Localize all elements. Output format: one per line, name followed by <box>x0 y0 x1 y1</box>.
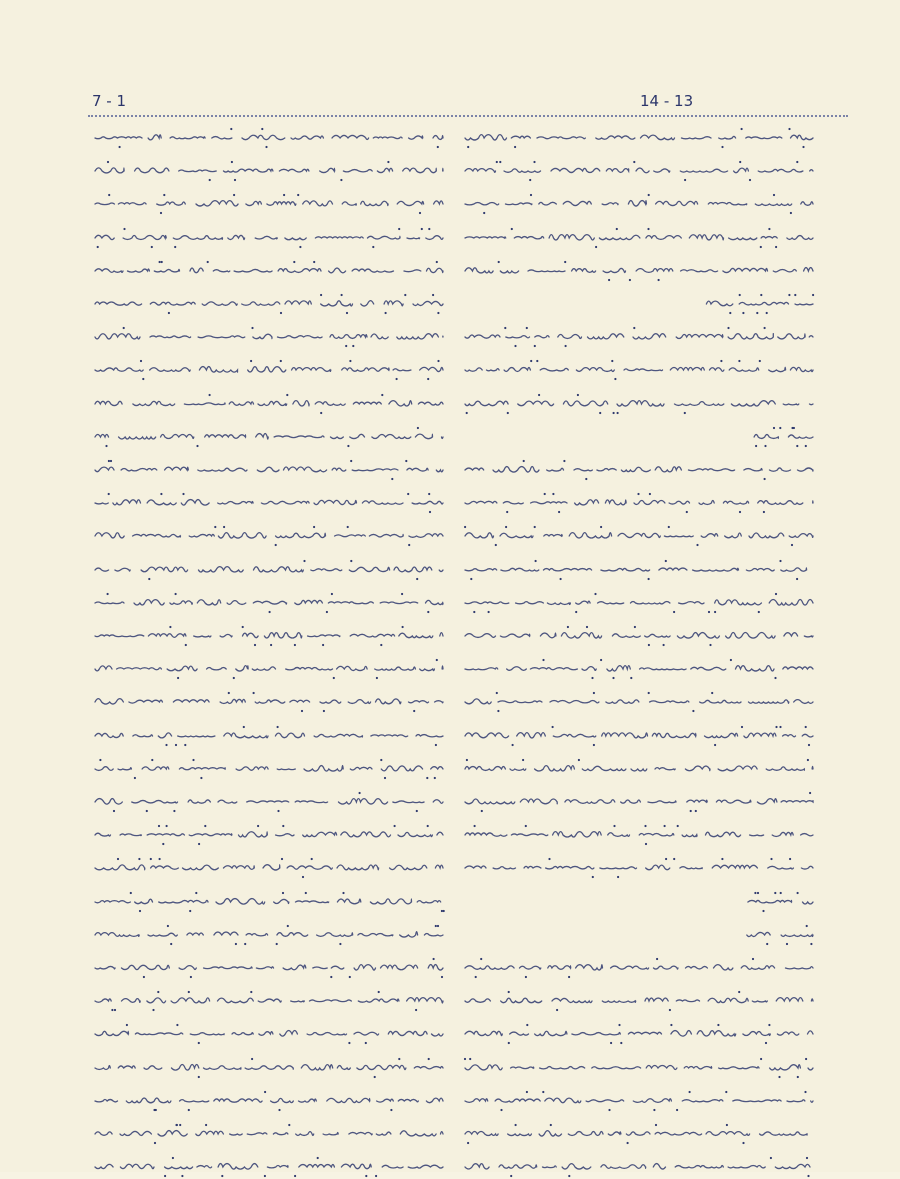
script-line <box>95 171 445 173</box>
script-line <box>465 736 815 738</box>
script-line <box>95 370 445 372</box>
script-line <box>95 238 445 240</box>
script-line <box>95 138 445 140</box>
script-line <box>95 1068 445 1070</box>
script-line <box>95 1101 445 1103</box>
script-line <box>95 271 445 273</box>
script-line <box>95 835 445 837</box>
script-line <box>465 337 815 339</box>
script-line <box>465 271 815 273</box>
script-line <box>95 1134 445 1136</box>
script-line <box>95 1034 445 1036</box>
script-line <box>465 204 815 206</box>
script-line <box>465 935 815 937</box>
script-line <box>465 1068 815 1070</box>
script-line <box>465 968 815 970</box>
script-line <box>465 238 815 240</box>
script-line <box>95 736 445 738</box>
script-line <box>95 404 445 406</box>
script-line <box>465 835 815 837</box>
script-line <box>465 1001 815 1003</box>
script-line <box>465 370 815 372</box>
script-line <box>465 636 815 638</box>
script-line <box>95 636 445 638</box>
script-line <box>95 1001 445 1003</box>
script-line <box>465 1034 815 1036</box>
left-folio-number: 7 - 1 <box>92 92 127 110</box>
script-line <box>95 1167 445 1169</box>
script-line <box>95 902 445 904</box>
script-line <box>95 603 445 605</box>
script-line <box>465 1101 815 1103</box>
script-line <box>465 503 815 505</box>
script-line <box>95 470 445 472</box>
script-line <box>465 702 815 704</box>
script-line <box>95 669 445 671</box>
script-line <box>465 404 815 406</box>
script-line <box>465 470 815 472</box>
script-line <box>465 802 815 804</box>
script-line <box>95 968 445 970</box>
script-line <box>465 1134 815 1136</box>
script-line <box>95 503 445 505</box>
script-line <box>465 304 815 306</box>
script-line <box>95 337 445 339</box>
script-line <box>95 769 445 771</box>
script-line <box>95 437 445 439</box>
header-rule <box>88 115 848 117</box>
script-line <box>95 536 445 538</box>
script-line <box>465 902 815 904</box>
script-line <box>95 204 445 206</box>
script-line <box>95 570 445 572</box>
script-line <box>465 1167 815 1169</box>
script-line <box>465 868 815 870</box>
script-line <box>95 702 445 704</box>
script-line <box>465 171 815 173</box>
script-line <box>95 868 445 870</box>
script-line <box>95 802 445 804</box>
script-line <box>465 536 815 538</box>
script-line <box>465 769 815 771</box>
script-line <box>95 935 445 937</box>
script-line <box>95 304 445 306</box>
script-line <box>465 437 815 439</box>
script-line <box>465 570 815 572</box>
script-line <box>465 603 815 605</box>
script-line <box>465 669 815 671</box>
script-line <box>465 138 815 140</box>
right-folio-number: 14 - 13 <box>640 92 694 110</box>
